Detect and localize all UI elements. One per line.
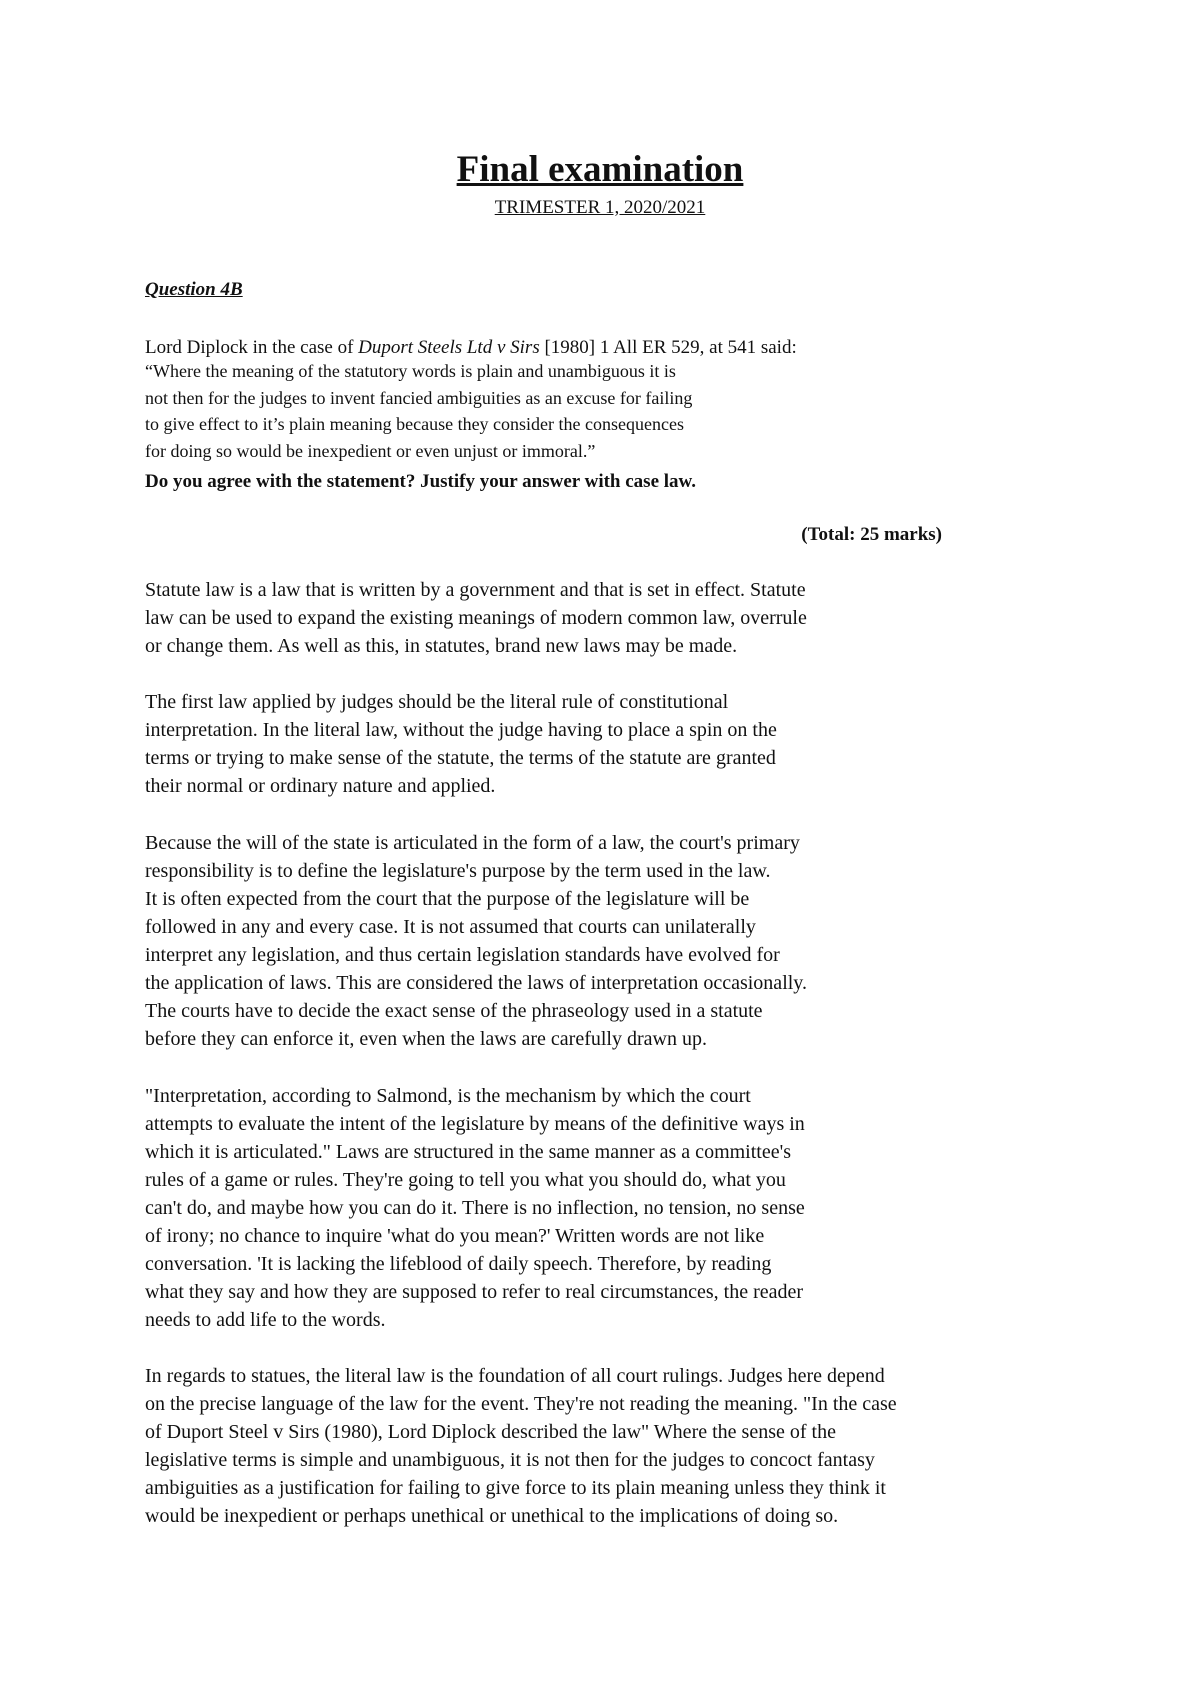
- quote-line: to give effect to it’s plain meaning because they consider the consequences: [145, 414, 684, 434]
- paragraph-line: interpretation. In the literal law, without the judge having to place a spin on the: [145, 719, 777, 741]
- question-intro: [145, 334, 797, 361]
- answer-paragraph-4: [145, 885, 953, 1053]
- diplock-quote: [145, 358, 692, 464]
- paragraph-line: conversation. 'It is lacking the lifeblood of daily speech. Therefore, by reading: [145, 1253, 772, 1275]
- answer-paragraph-6: [145, 1362, 1057, 1530]
- paragraph-line: Because the will of the state is articulated in the form of a law, the court's primary: [145, 832, 800, 854]
- paragraph-line: legislative terms is simple and unambiguous, it is not then for the judges to concoct fantasy: [145, 1449, 875, 1471]
- paragraph-line: law can be used to expand the existing meanings of modern common law, overrule: [145, 607, 807, 629]
- paragraph-line: interpret any legislation, and thus certain legislation standards have evolved for: [145, 944, 780, 966]
- paragraph-line: attempts to evaluate the intent of the legislature by means of the definitive ways in: [145, 1113, 805, 1135]
- paragraph-line: needs to add life to the words.: [145, 1309, 386, 1331]
- paragraph-line: what they say and how they are supposed to refer to real circumstances, the reader: [145, 1281, 804, 1303]
- case-name: Duport Steels Ltd v Sirs: [358, 337, 540, 358]
- answer-paragraph-2: [145, 688, 953, 800]
- paragraph-line: It is often expected from the court that the purpose of the legislature will be: [145, 888, 750, 910]
- question-label: Question 4B: [145, 279, 243, 300]
- total-marks: (Total: 25 marks): [801, 524, 942, 545]
- paragraph-line: followed in any and every case. It is not assumed that courts can unilaterally: [145, 916, 756, 938]
- paragraph-line: can't do, and maybe how you can do it. There is no inflection, no tension, no sense: [145, 1197, 805, 1219]
- question-prompt: Do you agree with the statement? Justify your answer with case law.: [145, 471, 696, 492]
- paragraph-line: terms or trying to make sense of the statute, the terms of the statute are granted: [145, 747, 776, 769]
- answer-paragraph-3: [145, 829, 953, 885]
- intro-text-before: Lord Diplock in the case of: [145, 337, 359, 358]
- paragraph-line: rules of a game or rules. They're going to tell you what you should do, what you: [145, 1169, 786, 1191]
- paragraph-line: before they can enforce it, even when the laws are carefully drawn up.: [145, 1028, 707, 1050]
- paragraph-line: the application of laws. This are considered the laws of interpretation occasionally.: [145, 972, 808, 994]
- paragraph-line: of Duport Steel v Sirs (1980), Lord Diplock described the law" Where the sense of the: [145, 1421, 836, 1443]
- paragraph-line: or change them. As well as this, in statutes, brand new laws may be made.: [145, 635, 738, 657]
- paragraph-line: on the precise language of the law for the event. They're not reading the meaning. "In the case: [145, 1393, 897, 1415]
- paragraph-line: ambiguities as a justification for failing to give force to its plain meaning unless they think it: [145, 1477, 886, 1499]
- answer-paragraph-1: [145, 576, 945, 660]
- paragraph-line: of irony; no chance to inquire 'what do you mean?' Written words are not like: [145, 1225, 765, 1247]
- paragraph-line: Statute law is a law that is written by a government and that is set in effect. Statute: [145, 579, 806, 601]
- quote-line: for doing so would be inexpedient or even unjust or immoral.”: [145, 440, 596, 461]
- trimester-subtitle: TRIMESTER 1, 2020/2021: [494, 197, 706, 218]
- paragraph-line: would be inexpedient or perhaps unethical or unethical to the implications of doing so.: [145, 1505, 839, 1527]
- paragraph-line: In regards to statues, the literal law is the foundation of all court rulings. Judges here depend: [145, 1365, 885, 1387]
- intro-text-after: [1980] 1 All ER 529, at 541 said:: [539, 337, 797, 358]
- paragraph-line: which it is articulated." Laws are structured in the same manner as a committee's: [145, 1141, 791, 1163]
- quote-line: “Where the meaning of the statutory words is plain and unambiguous it is: [145, 361, 676, 381]
- paragraph-line: The courts have to decide the exact sense of the phraseology used in a statute: [145, 1000, 763, 1022]
- paragraph-line: their normal or ordinary nature and applied.: [145, 775, 496, 797]
- paragraph-line: "Interpretation, according to Salmond, is the mechanism by which the court: [145, 1085, 751, 1107]
- paragraph-line: The first law applied by judges should be the literal rule of constitutional: [145, 691, 729, 713]
- paragraph-line: responsibility is to define the legislature's purpose by the term used in the law.: [145, 860, 771, 882]
- page-title: Final examination: [456, 149, 744, 190]
- quote-line: not then for the judges to invent fancied ambiguities as an excuse for failing: [145, 387, 693, 408]
- answer-paragraph-5: [145, 1082, 953, 1334]
